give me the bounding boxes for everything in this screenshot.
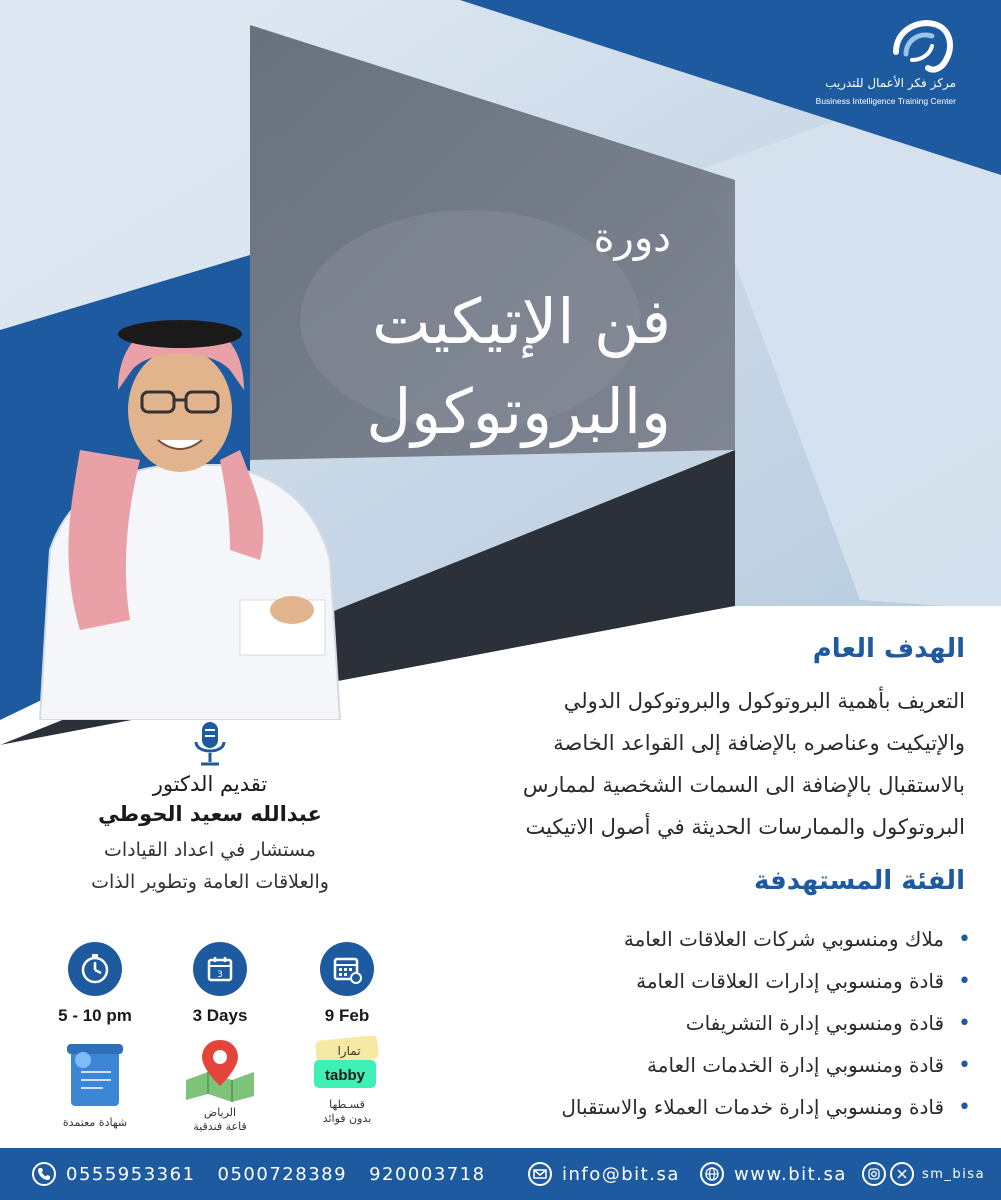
- location-badge: [165, 1034, 275, 1134]
- bullet-icon: •: [958, 1010, 971, 1036]
- list-item-text: قادة ومنسوبي إدارات العلاقات العامة: [636, 969, 945, 993]
- speaker-role-line2: والعلاقات العامة وتطوير الذات: [91, 871, 329, 893]
- tabby-logo-text: tabby: [324, 1067, 366, 1084]
- list-item: [561, 1044, 971, 1086]
- phone-number-2[interactable]: 0500728389: [217, 1163, 348, 1185]
- duration-info: [165, 942, 275, 1026]
- installments-label: قسـطها: [329, 1098, 365, 1111]
- location-city: الرياض: [203, 1106, 237, 1119]
- email-address[interactable]: info@bit.sa: [562, 1163, 680, 1185]
- list-item-text: قادة ومنسوبي إدارة خدمات العملاء والاستقبال: [561, 1095, 945, 1119]
- date-label: 9 Feb: [324, 1006, 370, 1025]
- footer-bar: [0, 1148, 1001, 1200]
- presenter-photo: [30, 300, 350, 720]
- certificate-badge: [40, 1042, 150, 1130]
- phone-contact: [32, 1148, 486, 1200]
- website-url[interactable]: www.bit.sa: [734, 1163, 847, 1185]
- course-label: دورة: [593, 215, 671, 261]
- bullet-icon: •: [958, 968, 971, 994]
- brand-logo[interactable]: [780, 16, 980, 106]
- list-item: [561, 1002, 971, 1044]
- certificate-icon: [63, 1042, 127, 1112]
- microphone-icon: [190, 720, 230, 768]
- map-pin-icon: [182, 1034, 258, 1102]
- logo-arabic-name: مركز فكر الأعمال للتدريب: [825, 76, 956, 90]
- list-item: [561, 918, 971, 960]
- location-venue: قاعة فندقية: [193, 1120, 247, 1133]
- social-handle[interactable]: sm_bisa: [922, 1166, 986, 1182]
- goal-line: بالاستقبال بالإضافة الى السمات الشخصية لممارس: [522, 773, 965, 797]
- tabby-logo-icon: [310, 1036, 384, 1094]
- presented-by: تقديم الدكتور: [152, 772, 268, 796]
- social-contact[interactable]: [862, 1148, 985, 1200]
- course-name-line1: فن الإتيكيت: [372, 285, 671, 358]
- speaker-block: [40, 720, 380, 898]
- x-twitter-icon[interactable]: [890, 1162, 914, 1186]
- phone-icon: [32, 1162, 56, 1186]
- list-item-text: قادة ومنسوبي إدارة التشريفات: [685, 1011, 945, 1035]
- logo-english-name: Business Intelligence Training Center: [815, 96, 956, 106]
- bullet-icon: •: [958, 1052, 971, 1078]
- clock-icon: [68, 942, 122, 996]
- mail-icon: [528, 1162, 552, 1186]
- phone-number-1[interactable]: 0555953361: [66, 1163, 196, 1185]
- goal-line: البروتوكول والممارسات الحديثة في أصول الاتيكيت: [525, 815, 965, 839]
- installment-badge: [292, 1036, 402, 1126]
- calendar-icon: [193, 942, 247, 996]
- certificate-label: شهادة معتمدة: [62, 1116, 128, 1129]
- list-item-text: قادة ومنسوبي إدارة الخدمات العامة: [647, 1053, 945, 1077]
- brain-logo-icon: [888, 16, 956, 78]
- bullet-icon: •: [958, 1094, 971, 1120]
- instagram-icon[interactable]: [862, 1162, 886, 1186]
- speaker-role-line1: مستشار في اعداد القيادات: [104, 839, 316, 861]
- goal-line: والإتيكيت وعناصره بالإضافة إلى القواعد الخاصة: [553, 731, 965, 755]
- bullet-icon: •: [958, 926, 971, 952]
- time-info: [40, 942, 150, 1026]
- speaker-name: عبدالله سعيد الحوطي: [98, 802, 322, 826]
- duration-label: 3 Days: [192, 1006, 248, 1025]
- email-contact[interactable]: [528, 1148, 680, 1200]
- goal-title: الهدف العام: [812, 634, 965, 664]
- calendar-number: 3: [217, 970, 223, 980]
- list-item: [561, 960, 971, 1002]
- website-contact[interactable]: [700, 1148, 847, 1200]
- goal-text: [445, 680, 965, 848]
- target-title: الفئة المستهدفة: [754, 866, 965, 896]
- date-info: [292, 942, 402, 1026]
- phone-number-3[interactable]: 920003718: [369, 1163, 486, 1185]
- goal-line: التعريف بأهمية البروتوكول والبروتوكول الدولي: [563, 689, 965, 713]
- target-list: [561, 918, 971, 1128]
- time-label: 5 - 10 pm: [58, 1006, 132, 1025]
- globe-icon: [700, 1162, 724, 1186]
- list-item: [561, 1086, 971, 1128]
- calendar-grid-icon: [320, 942, 374, 996]
- installments-sub: بدون فوائد: [322, 1112, 372, 1125]
- speaker-role: [40, 834, 380, 898]
- course-name-line2: والبروتوكول: [366, 375, 671, 448]
- tabby-logo-arabic: تمارا: [337, 1044, 361, 1058]
- list-item-text: ملاك ومنسوبي شركات العلاقات العامة: [623, 927, 945, 951]
